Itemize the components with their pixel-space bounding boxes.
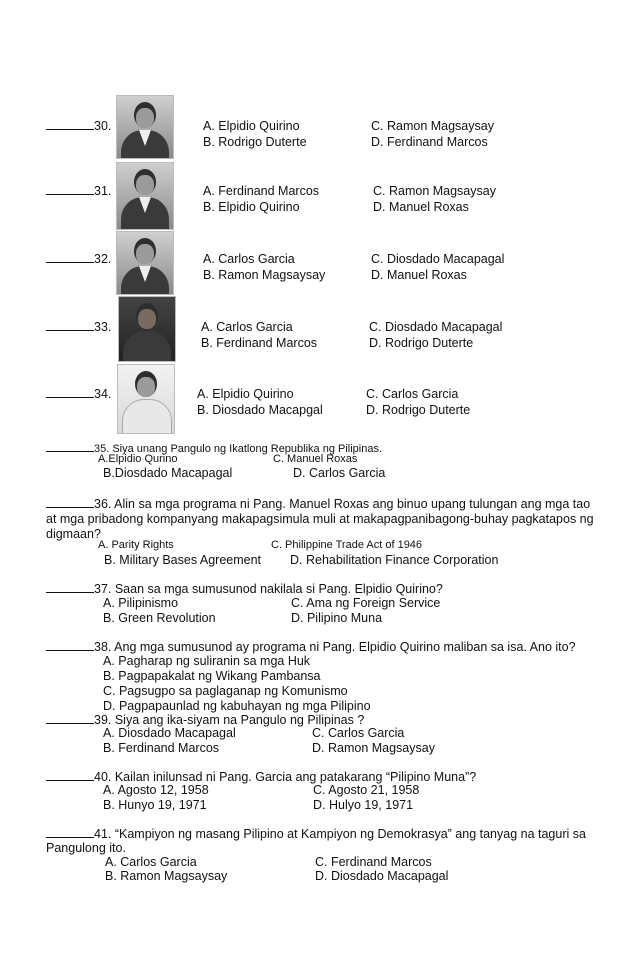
choice-d: D. Rehabilitation Finance Corporation [290, 553, 499, 567]
answer-blank[interactable] [46, 769, 94, 781]
answer-blank-31[interactable] [46, 183, 111, 198]
question-40[interactable] [46, 769, 476, 784]
question-number: 33. [94, 320, 112, 334]
choice-d: D. Manuel Roxas [371, 268, 467, 282]
choice-a: A. Carlos Garcia [201, 320, 293, 334]
portrait-32 [116, 231, 174, 295]
question-number: 31. [94, 184, 112, 198]
choice-b: B. Ramon Magsaysay [105, 869, 228, 883]
question-41[interactable] [46, 826, 586, 841]
choice-c: C. Pagsugpo sa paglaganap ng Komunismo [103, 684, 348, 698]
choice-d: D. Manuel Roxas [373, 200, 469, 214]
portrait-30 [116, 95, 174, 159]
answer-blank-34[interactable] [46, 386, 111, 401]
question-text-cont: at mga pribadong kompanyang makapagsimula muli at makapagpanibagong-buhay pagkatapos ng [46, 512, 594, 526]
choice-c: C. Ama ng Foreign Service [291, 596, 441, 610]
answer-blank[interactable] [46, 826, 94, 838]
answer-blank[interactable] [46, 440, 94, 452]
choice-d: D. Pagpapaunlad ng kabuhayan ng mga Pilipino [103, 699, 371, 713]
choice-d: D. Pilipino Muna [291, 611, 383, 625]
choice-b: B. Ferdinand Marcos [103, 741, 220, 755]
choice-b: B. Pagpapakalat ng Wikang Pambansa [103, 669, 321, 683]
choice-b: B. Elpidio Quirino [203, 200, 300, 214]
choice-a: A. Parity Rights [98, 539, 174, 551]
choice-d: D. Diosdado Macapagal [315, 869, 449, 883]
question-number: 34. [94, 387, 112, 401]
portrait-34 [117, 364, 175, 434]
question-38[interactable] [46, 639, 576, 654]
choice-c: C. Philippine Trade Act of 1946 [271, 539, 423, 551]
answer-blank[interactable] [46, 581, 94, 593]
question-text: 37. Saan sa mga sumusunod nakilala si Pang. Elpidio Quirino? [94, 582, 443, 596]
choice-d: D. Ramon Magsaysay [312, 741, 435, 755]
choice-b: B.Diosdado Macapagal [103, 466, 233, 480]
question-39[interactable] [46, 712, 364, 727]
choice-d: D. Hulyo 19, 1971 [313, 798, 414, 812]
portrait-33 [118, 296, 176, 362]
question-text-cont: Pangulong ito. [46, 841, 126, 855]
answer-blank[interactable] [46, 712, 94, 724]
choice-d: D. Rodrigo Duterte [366, 403, 471, 417]
choice-c: C. Carlos Garcia [366, 387, 459, 401]
choice-c: C. Ferdinand Marcos [315, 855, 432, 869]
question-text: 41. “Kampiyon ng masang Pilipino at Kampiyon ng Demokrasya” ang tanyag na taguri sa [94, 827, 586, 841]
question-37[interactable] [46, 581, 443, 596]
choice-a: A. Ferdinand Marcos [203, 184, 320, 198]
question-text: 38. Ang mga sumusunod ay programa ni Pang. Elpidio Quirino maliban sa isa. Ano ito? [94, 640, 576, 654]
question-text: 39. Siya ang ika-siyam na Pangulo ng Pilipinas ? [94, 713, 365, 727]
choice-c: C. Agosto 21, 1958 [313, 783, 420, 797]
choice-c: C. Diosdado Macapagal [371, 252, 505, 266]
choice-c: C. Carlos Garcia [312, 726, 405, 740]
choice-a: A.Elpidio Qurino [98, 453, 178, 465]
answer-blank[interactable] [46, 639, 94, 651]
question-text: 36. Alin sa mga programa ni Pang. Manuel Roxas ang binuo upang tulungan ang mga tao [94, 497, 591, 511]
choice-b: B. Green Revolution [103, 611, 216, 625]
choice-c: C. Ramon Magsaysay [373, 184, 496, 198]
answer-blank-32[interactable] [46, 251, 111, 266]
answer-blank[interactable] [46, 496, 94, 508]
choice-a: A. Pilipinismo [103, 596, 179, 610]
choice-a: A. Carlos Garcia [105, 855, 197, 869]
choice-a: A. Elpidio Quirino [197, 387, 294, 401]
choice-b: B. Hunyo 19, 1971 [103, 798, 207, 812]
question-36[interactable] [46, 496, 590, 511]
question-text: 40. Kailan inilunsad ni Pang. Garcia ang patakarang “Pilipino Muna”? [94, 770, 477, 784]
choice-b: B. Diosdado Macapgal [197, 403, 323, 417]
choice-b: B. Ramon Magsaysay [203, 268, 326, 282]
choice-a: A. Agosto 12, 1958 [103, 783, 209, 797]
choice-d: D. Rodrigo Duterte [369, 336, 474, 350]
choice-a: A. Diosdado Macapagal [103, 726, 236, 740]
choice-b: B. Rodrigo Duterte [203, 135, 307, 149]
choice-b: B. Ferdinand Marcos [201, 336, 318, 350]
answer-blank-33[interactable] [46, 319, 111, 334]
choice-a: A. Elpidio Quirino [203, 119, 300, 133]
choice-d: D. Ferdinand Marcos [371, 135, 488, 149]
answer-blank-30[interactable] [46, 118, 111, 133]
question-number: 30. [94, 119, 112, 133]
question-text-cont: digmaan? [46, 527, 101, 541]
question-text: 35. Siya unang Pangulo ng Ikatlong Republika ng Pilipinas. [94, 443, 383, 455]
choice-d: D. Carlos Garcia [293, 466, 386, 480]
choice-a: A. Pagharap ng suliranin sa mga Huk [103, 654, 311, 668]
choice-c: C. Manuel Roxas [273, 453, 358, 465]
portrait-31 [116, 162, 174, 230]
choice-b: B. Military Bases Agreement [104, 553, 262, 567]
question-number: 32. [94, 252, 112, 266]
choice-a: A. Carlos Garcia [203, 252, 295, 266]
choice-c: C. Diosdado Macapagal [369, 320, 503, 334]
choice-c: C. Ramon Magsaysay [371, 119, 494, 133]
